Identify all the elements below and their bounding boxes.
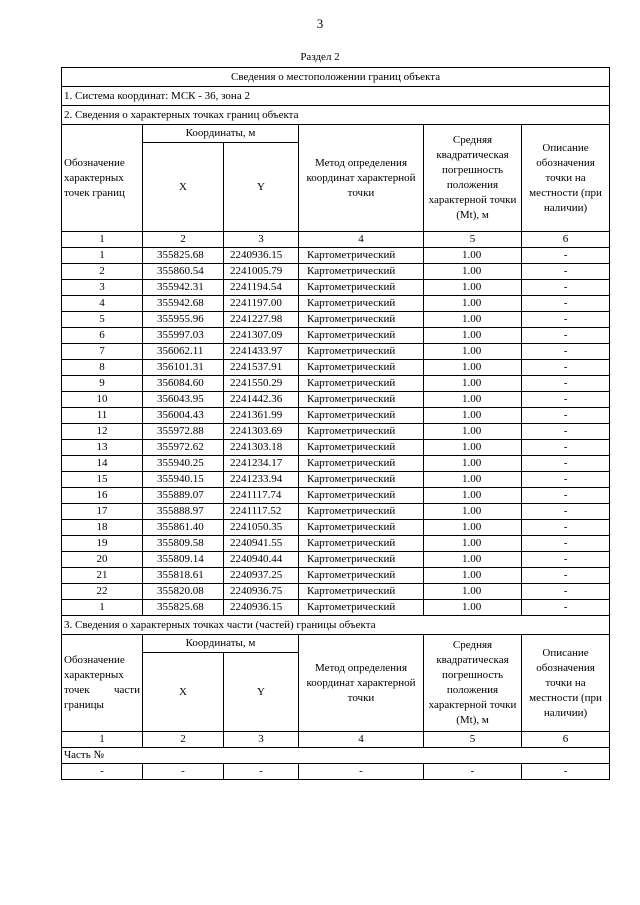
- point-description: -: [522, 488, 610, 504]
- point-method: Картометрический: [299, 280, 424, 296]
- table-row: [62, 504, 610, 520]
- point-number: 10: [62, 392, 143, 408]
- point-description: -: [522, 584, 610, 600]
- point-x: 355889.07: [143, 488, 224, 504]
- point-description: -: [522, 456, 610, 472]
- point-y: 2240936.75: [224, 584, 299, 600]
- point-y: 2241117.52: [224, 504, 299, 520]
- point-y: 2241234.17: [224, 456, 299, 472]
- point-y: 2240940.44: [224, 552, 299, 568]
- point-method: Картометрический: [299, 360, 424, 376]
- table-row: [62, 488, 610, 504]
- point-y: 2241194.54: [224, 280, 299, 296]
- point-description: -: [522, 408, 610, 424]
- point-error: 1.00: [424, 296, 522, 312]
- column-number-cell: 5: [424, 232, 522, 248]
- point-description: -: [522, 264, 610, 280]
- point-error: 1.00: [424, 520, 522, 536]
- point-error: 1.00: [424, 248, 522, 264]
- header3-y: Y: [224, 653, 299, 732]
- point-x: 355942.31: [143, 280, 224, 296]
- table-row: [62, 344, 610, 360]
- point-method: Картометрический: [299, 408, 424, 424]
- point-y: 2241227.98: [224, 312, 299, 328]
- point-error: 1.00: [424, 536, 522, 552]
- point-number: 17: [62, 504, 143, 520]
- point-number: 20: [62, 552, 143, 568]
- point-number: 9: [62, 376, 143, 392]
- column-number-cell: 3: [224, 732, 299, 748]
- header-designation: Обозначение характерных точек границ: [62, 125, 143, 232]
- point-description: -: [522, 248, 610, 264]
- column-numbers-row: [62, 732, 610, 748]
- header-method: Метод определения координат характерной точки: [299, 125, 424, 232]
- point-x: 356084.60: [143, 376, 224, 392]
- empty-row: [62, 764, 610, 780]
- point-description: -: [522, 504, 610, 520]
- table-row: [62, 600, 610, 616]
- point-description: -: [522, 376, 610, 392]
- point-y: 2240937.25: [224, 568, 299, 584]
- point-number: 15: [62, 472, 143, 488]
- point-error: 1.00: [424, 488, 522, 504]
- table-row: [62, 248, 610, 264]
- point-description: -: [522, 344, 610, 360]
- point-description: -: [522, 552, 610, 568]
- point-x: 355940.25: [143, 456, 224, 472]
- point-number: 4: [62, 296, 143, 312]
- point-method: Картометрический: [299, 568, 424, 584]
- point-number: 12: [62, 424, 143, 440]
- point-description: -: [522, 472, 610, 488]
- point-method: Картометрический: [299, 584, 424, 600]
- point-description: -: [522, 392, 610, 408]
- table-row: [62, 456, 610, 472]
- point-x: 355972.88: [143, 424, 224, 440]
- point-y: 2241050.35: [224, 520, 299, 536]
- point-error: 1.00: [424, 584, 522, 600]
- empty-cell: -: [62, 764, 143, 780]
- point-error: 1.00: [424, 408, 522, 424]
- point-y: 2240936.15: [224, 248, 299, 264]
- point-method: Картометрический: [299, 344, 424, 360]
- header-description: Описание обозначения точки на местности (при наличии): [522, 125, 610, 232]
- point-error: 1.00: [424, 376, 522, 392]
- header3-designation: Обозначение характерных точек части границы: [62, 635, 143, 732]
- point-error: 1.00: [424, 456, 522, 472]
- point-number: 18: [62, 520, 143, 536]
- table-row: [62, 328, 610, 344]
- table-row: [62, 360, 610, 376]
- point-y: 2240941.55: [224, 536, 299, 552]
- boundary-table: [61, 67, 610, 780]
- point-method: Картометрический: [299, 600, 424, 616]
- point-y: 2241361.99: [224, 408, 299, 424]
- point-x: 355860.54: [143, 264, 224, 280]
- header3-error: Средняя квадратическая погрешность положения характерной точки (Mt), м: [424, 635, 522, 732]
- point-method: Картометрический: [299, 296, 424, 312]
- point-method: Картометрический: [299, 376, 424, 392]
- point-x: 356062.11: [143, 344, 224, 360]
- table-row: [62, 568, 610, 584]
- point-x: 355825.68: [143, 248, 224, 264]
- point-error: 1.00: [424, 280, 522, 296]
- column-number-cell: 4: [299, 232, 424, 248]
- point-y: 2241303.69: [224, 424, 299, 440]
- point-number: 7: [62, 344, 143, 360]
- point-number: 1: [62, 248, 143, 264]
- table-row: [62, 376, 610, 392]
- point-method: Картометрический: [299, 392, 424, 408]
- column-number-cell: 4: [299, 732, 424, 748]
- column-number-cell: 2: [143, 732, 224, 748]
- point-description: -: [522, 520, 610, 536]
- table-row: [62, 312, 610, 328]
- point-method: Картометрический: [299, 520, 424, 536]
- part3-title: 3. Сведения о характерных точках части (частей) границы объекта: [62, 616, 610, 635]
- part-label: Часть №: [62, 748, 610, 764]
- part2-title: 2. Сведения о характерных точках границ объекта: [62, 106, 610, 125]
- point-error: 1.00: [424, 344, 522, 360]
- point-x: 355818.61: [143, 568, 224, 584]
- point-method: Картометрический: [299, 488, 424, 504]
- table-title: Сведения о местоположении границ объекта: [62, 68, 610, 87]
- point-method: Картометрический: [299, 472, 424, 488]
- point-error: 1.00: [424, 552, 522, 568]
- header-error: Средняя квадратическая погрешность положения характерной точки (Mt), м: [424, 125, 522, 232]
- table-row: [62, 440, 610, 456]
- point-x: 355942.68: [143, 296, 224, 312]
- point-y: 2241307.09: [224, 328, 299, 344]
- point-description: -: [522, 536, 610, 552]
- point-method: Картометрический: [299, 552, 424, 568]
- point-x: 355861.40: [143, 520, 224, 536]
- column-number-cell: 5: [424, 732, 522, 748]
- point-error: 1.00: [424, 360, 522, 376]
- column-number-cell: 3: [224, 232, 299, 248]
- header-y: Y: [224, 143, 299, 232]
- point-y: 2241442.36: [224, 392, 299, 408]
- point-number: 2: [62, 264, 143, 280]
- point-y: 2241537.91: [224, 360, 299, 376]
- point-error: 1.00: [424, 328, 522, 344]
- point-number: 16: [62, 488, 143, 504]
- point-y: 2240936.15: [224, 600, 299, 616]
- table-row: [62, 472, 610, 488]
- point-error: 1.00: [424, 392, 522, 408]
- point-y: 2241005.79: [224, 264, 299, 280]
- point-method: Картометрический: [299, 328, 424, 344]
- point-y: 2241550.29: [224, 376, 299, 392]
- point-number: 13: [62, 440, 143, 456]
- point-x: 355888.97: [143, 504, 224, 520]
- column-numbers-row: [62, 232, 610, 248]
- point-description: -: [522, 568, 610, 584]
- column-number-cell: 1: [62, 732, 143, 748]
- column-number-cell: 6: [522, 232, 610, 248]
- table-row: [62, 584, 610, 600]
- table-row: [62, 408, 610, 424]
- header-coords: Координаты, м: [143, 125, 299, 143]
- section-title: Раздел 2: [300, 51, 340, 63]
- point-description: -: [522, 328, 610, 344]
- point-method: Картометрический: [299, 536, 424, 552]
- point-number: 22: [62, 584, 143, 600]
- column-number-cell: 1: [62, 232, 143, 248]
- point-x: 356004.43: [143, 408, 224, 424]
- table-row: [62, 552, 610, 568]
- empty-cell: -: [424, 764, 522, 780]
- point-x: 355820.08: [143, 584, 224, 600]
- empty-cell: -: [522, 764, 610, 780]
- header-x: X: [143, 143, 224, 232]
- point-method: Картометрический: [299, 440, 424, 456]
- point-number: 6: [62, 328, 143, 344]
- table-row: [62, 536, 610, 552]
- point-number: 21: [62, 568, 143, 584]
- table-row: [62, 520, 610, 536]
- point-x: 355972.62: [143, 440, 224, 456]
- table-row: [62, 296, 610, 312]
- point-number: 3: [62, 280, 143, 296]
- table-row: [62, 424, 610, 440]
- point-error: 1.00: [424, 312, 522, 328]
- point-y: 2241117.74: [224, 488, 299, 504]
- point-description: -: [522, 424, 610, 440]
- point-number: 8: [62, 360, 143, 376]
- table-row: [62, 392, 610, 408]
- point-method: Картометрический: [299, 504, 424, 520]
- point-method: Картометрический: [299, 312, 424, 328]
- point-x: 355825.68: [143, 600, 224, 616]
- point-x: 355997.03: [143, 328, 224, 344]
- table-row: [62, 280, 610, 296]
- point-method: Картометрический: [299, 424, 424, 440]
- point-error: 1.00: [424, 472, 522, 488]
- point-error: 1.00: [424, 264, 522, 280]
- point-number: 11: [62, 408, 143, 424]
- point-error: 1.00: [424, 504, 522, 520]
- point-y: 2241233.94: [224, 472, 299, 488]
- point-number: 14: [62, 456, 143, 472]
- point-error: 1.00: [424, 600, 522, 616]
- point-y: 2241197.00: [224, 296, 299, 312]
- point-method: Картометрический: [299, 264, 424, 280]
- header3-method: Метод определения координат характерной точки: [299, 635, 424, 732]
- header3-coords: Координаты, м: [143, 635, 299, 653]
- point-x: 356101.31: [143, 360, 224, 376]
- point-number: 1: [62, 600, 143, 616]
- point-y: 2241303.18: [224, 440, 299, 456]
- point-number: 5: [62, 312, 143, 328]
- point-y: 2241433.97: [224, 344, 299, 360]
- column-number-cell: 6: [522, 732, 610, 748]
- point-x: 355809.14: [143, 552, 224, 568]
- point-method: Картометрический: [299, 248, 424, 264]
- point-error: 1.00: [424, 440, 522, 456]
- point-number: 19: [62, 536, 143, 552]
- empty-cell: -: [299, 764, 424, 780]
- header3-x: X: [143, 653, 224, 732]
- point-error: 1.00: [424, 424, 522, 440]
- point-x: 355940.15: [143, 472, 224, 488]
- empty-cell: -: [143, 764, 224, 780]
- point-description: -: [522, 296, 610, 312]
- point-x: 355809.58: [143, 536, 224, 552]
- point-description: -: [522, 600, 610, 616]
- point-description: -: [522, 280, 610, 296]
- point-description: -: [522, 440, 610, 456]
- table-row: [62, 264, 610, 280]
- column-number-cell: 2: [143, 232, 224, 248]
- point-description: -: [522, 312, 610, 328]
- empty-cell: -: [224, 764, 299, 780]
- coordinate-system: 1. Система координат: МСК - 36, зона 2: [62, 87, 610, 106]
- header3-description: Описание обозначения точки на местности (при наличии): [522, 635, 610, 732]
- point-error: 1.00: [424, 568, 522, 584]
- point-x: 355955.96: [143, 312, 224, 328]
- page-number: 3: [316, 16, 324, 31]
- point-method: Картометрический: [299, 456, 424, 472]
- point-description: -: [522, 360, 610, 376]
- point-x: 356043.95: [143, 392, 224, 408]
